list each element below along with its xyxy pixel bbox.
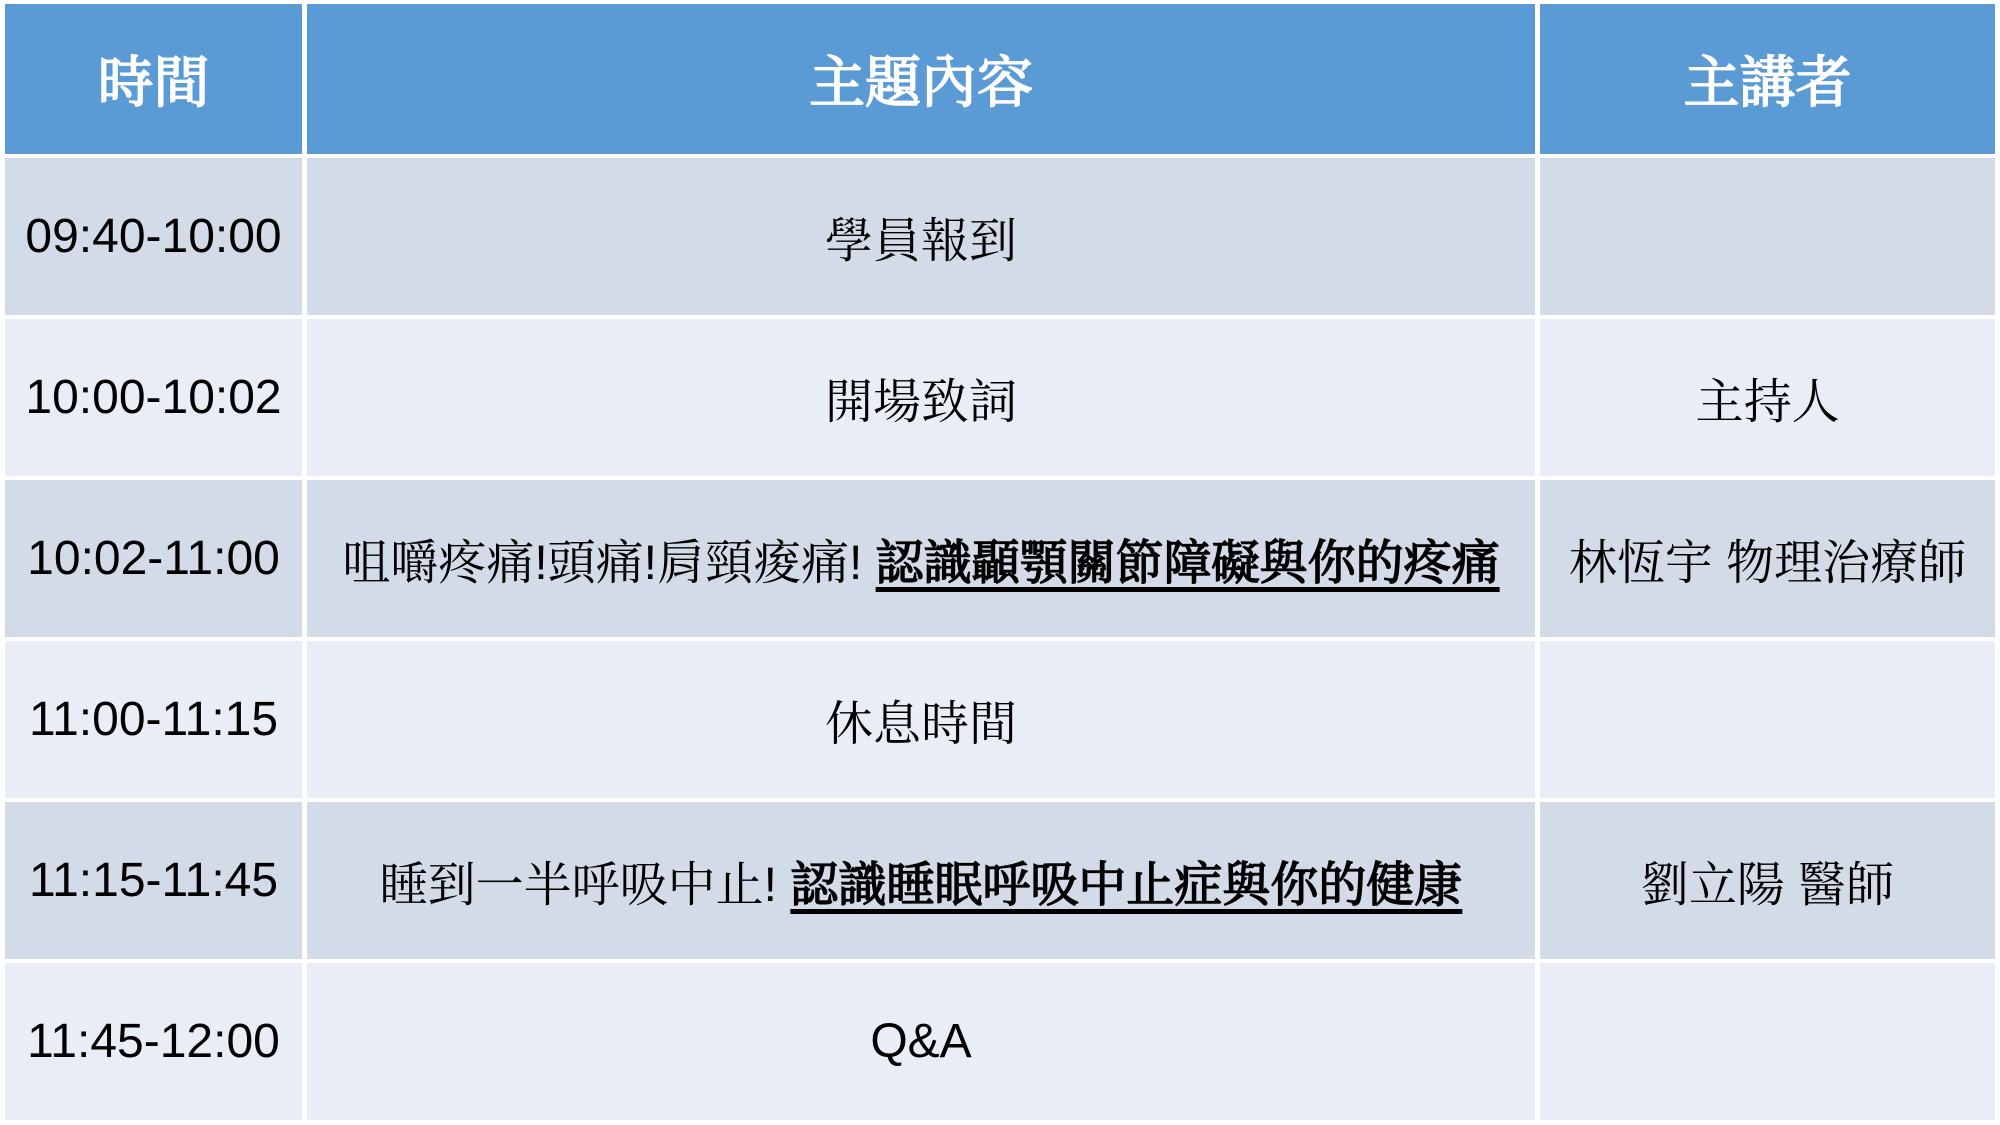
speaker-cell: 劉立陽 醫師 [1540, 802, 1995, 959]
table-row [5, 963, 1995, 1120]
topic-cell [307, 963, 1535, 1120]
time-cell: 10:02-11:00 [5, 480, 302, 637]
time-cell: 11:00-11:15 [5, 641, 302, 798]
topic-cell [307, 158, 1535, 315]
speaker-cell: 主持人 [1540, 319, 1995, 476]
topic-text: 開場致詞 [824, 376, 1017, 429]
table-row [5, 802, 1995, 959]
topic-cell [307, 480, 1535, 637]
table-row [5, 158, 1995, 315]
time-cell: 11:45-12:00 [5, 963, 302, 1120]
topic-text: 咀嚼疼痛!頭痛!肩頸痠痛! [342, 537, 876, 590]
time-cell: 11:15-11:45 [5, 802, 302, 959]
topic-text: 休息時間 [824, 698, 1017, 751]
header-row [5, 4, 1995, 154]
table-row [5, 480, 1995, 637]
table-row [5, 641, 1995, 798]
topic-emphasis-text: 認識顳顎關節障礙與你的疼痛 [875, 537, 1500, 590]
column-header-speaker: 主講者 [1540, 4, 1995, 154]
topic-cell [307, 319, 1535, 476]
speaker-cell: 林恆宇 物理治療師 [1540, 480, 1995, 637]
speaker-cell [1540, 963, 1995, 1120]
topic-emphasis-text: 認識睡眠呼吸中止症與你的健康 [790, 859, 1463, 912]
table-row [5, 319, 1995, 476]
topic-cell [307, 802, 1535, 959]
time-cell: 10:00-10:02 [5, 319, 302, 476]
time-cell: 09:40-10:00 [5, 158, 302, 315]
topic-cell [307, 641, 1535, 798]
topic-text: Q&A [870, 1015, 972, 1068]
topic-text: 學員報到 [824, 215, 1017, 268]
column-header-time: 時間 [5, 4, 302, 154]
speaker-cell [1540, 158, 1995, 315]
topic-text: 睡到一半呼吸中止! [379, 859, 791, 912]
column-header-topic: 主題內容 [307, 4, 1535, 154]
speaker-cell [1540, 641, 1995, 798]
